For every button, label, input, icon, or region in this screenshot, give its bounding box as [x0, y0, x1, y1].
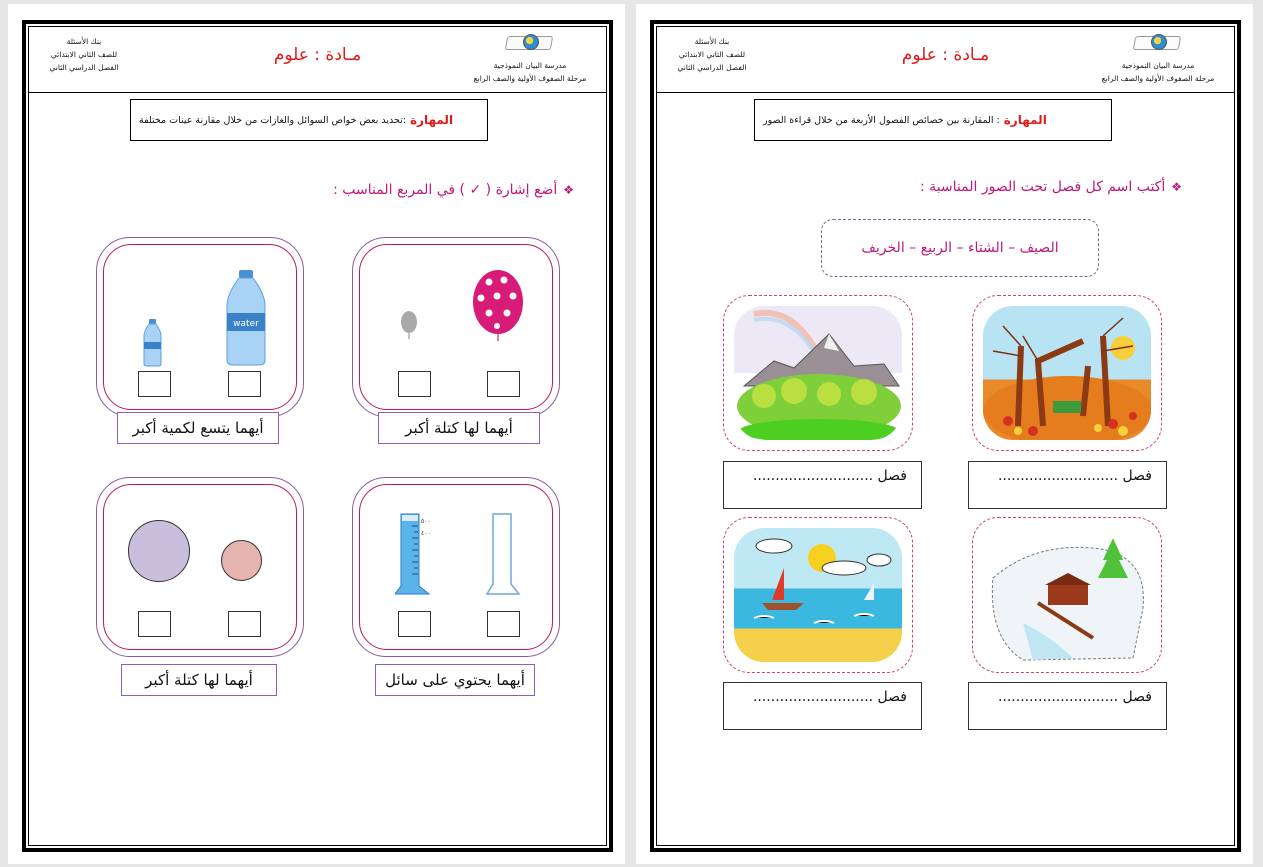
school-stage: مرحلة الصفوف الأولية والصف الرابع — [473, 74, 587, 83]
card-circles — [96, 477, 304, 657]
skill-box — [130, 99, 488, 141]
summer-scene-picture — [723, 517, 913, 673]
school-info — [1088, 31, 1228, 85]
answer-checkbox[interactable] — [138, 611, 171, 637]
word-bank: الصيف – الشتاء – الربيع – الخريف — [821, 219, 1099, 277]
skill-box — [754, 99, 1112, 141]
answer-field-winter[interactable]: فصل ........................... — [968, 682, 1167, 730]
subject-title: مـادة : علوم — [273, 45, 362, 65]
winter-cabin-icon — [983, 528, 1151, 662]
answer-checkbox[interactable] — [138, 371, 171, 397]
bullet-icon: ❖ — [563, 183, 574, 197]
question-label: أيهما يحتوي على سائل — [375, 664, 535, 696]
worksheet-page-seasons — [636, 4, 1253, 864]
small-balloon-icon — [399, 310, 421, 344]
winter-scene-picture — [972, 517, 1162, 673]
page-border — [22, 20, 613, 852]
answer-checkbox[interactable] — [228, 611, 261, 637]
answer-checkbox[interactable] — [487, 611, 520, 637]
bullet-icon: ❖ — [1171, 180, 1182, 194]
answer-field-spring[interactable]: فصل ........................... — [723, 461, 922, 509]
skill-label: المهارة — [409, 113, 454, 127]
school-info — [460, 31, 600, 85]
worksheet-page-liquids-gases — [8, 4, 625, 864]
instruction — [333, 182, 574, 198]
bank-line: بنك الأسئلة — [66, 37, 102, 46]
small-circle-icon — [221, 540, 262, 581]
large-circle-icon — [128, 520, 190, 582]
instruction-text: أضع إشارة ( ✓ ) في المربع المناسب : — [333, 182, 558, 198]
school-stage: مرحلة الصفوف الأولية والصف الرابع — [1101, 74, 1215, 83]
semester-line: الفصل الدراسي الثاني — [677, 63, 747, 72]
subject-title: مـادة : علوم — [901, 45, 990, 65]
page-header — [29, 27, 606, 93]
autumn-scene-picture — [972, 295, 1162, 451]
grade-line: للصف الثاني الابتدائي — [678, 50, 746, 59]
instruction-text: أكتب اسم كل فصل تحت الصور المناسبة : — [920, 179, 1166, 195]
page-border — [650, 20, 1241, 852]
svg-text:٥٠٠: ٥٠٠ — [421, 518, 431, 525]
autumn-trees-icon — [983, 306, 1151, 440]
card-balloons — [352, 237, 560, 417]
skill-text: : المقارنة بين خصائص الفصول الأربعة من خلال قراءة الصور — [763, 114, 1000, 126]
card-bottles — [96, 237, 304, 417]
card-cylinders — [352, 477, 560, 657]
school-name: مدرسة البيان النموذجية — [493, 61, 567, 70]
small-water-bottle-icon — [142, 318, 164, 368]
semester-line: الفصل الدراسي الثاني — [49, 63, 119, 72]
question-label: أيهما لها كتلة أكبر — [121, 664, 277, 696]
grade-line: للصف الثاني الابتدائي — [50, 50, 118, 59]
filled-cylinder-icon — [395, 512, 439, 598]
instruction — [920, 179, 1182, 195]
svg-text:water: water — [233, 319, 259, 329]
spring-mountain-icon — [734, 306, 902, 440]
question-label: أيهما يتسع لكمية أكبر — [117, 412, 279, 444]
answer-checkbox[interactable] — [398, 371, 431, 397]
answer-field-summer[interactable]: فصل ........................... — [723, 682, 922, 730]
svg-text:٤٠٠: ٤٠٠ — [421, 530, 431, 537]
empty-cylinder-icon — [485, 512, 521, 598]
school-logo-icon — [1132, 31, 1184, 57]
summer-beach-icon — [734, 528, 902, 662]
polka-dot-balloon-icon — [471, 268, 527, 348]
large-water-bottle-icon — [223, 268, 269, 368]
bank-line: بنك الأسئلة — [694, 37, 730, 46]
question-label: أيهما لها كتلة أكبر — [378, 412, 540, 444]
answer-checkbox[interactable] — [398, 611, 431, 637]
skill-text: :تحديد بعض خواص السوائل والغازات من خلال مقارنة عينات مختلفة — [139, 114, 406, 126]
school-name: مدرسة البيان النموذجية — [1121, 61, 1195, 70]
answer-field-autumn[interactable]: فصل ........................... — [968, 461, 1167, 509]
school-logo-icon — [504, 31, 556, 57]
skill-label: المهارة — [1003, 113, 1047, 127]
answer-checkbox[interactable] — [228, 371, 261, 397]
page-header — [657, 27, 1234, 93]
spring-scene-picture — [723, 295, 913, 451]
answer-checkbox[interactable] — [487, 371, 520, 397]
